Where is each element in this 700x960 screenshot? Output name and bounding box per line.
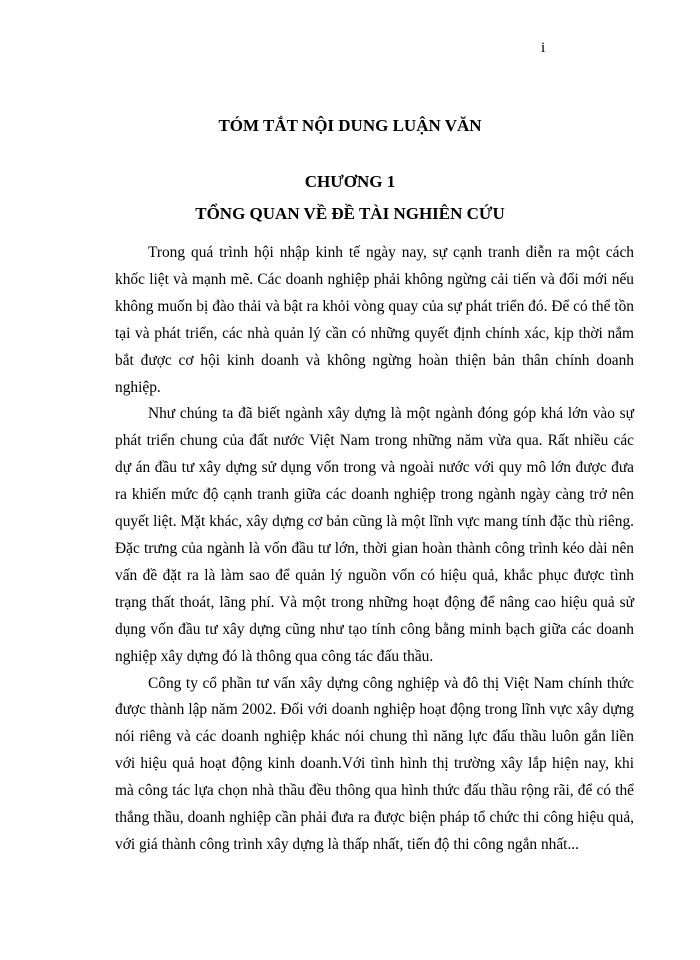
summary-title: TÓM TẮT NỘI DUNG LUẬN VĂN bbox=[218, 116, 482, 135]
paragraph-1: Trong quá trình hội nhập kinh tế ngày nay, sự cạnh tranh diễn ra một cách khốc liệt và mạnh mẽ. Các doanh nghiệp phải không ngừng cải tiến và đổi mới nếu không muốn bị đào thải và bật ra khỏi vòng quay của sự phát triển đó. Để có thể tồn tại và phát triển, các nhà quản lý cần có những quyết định chính xác, kịp thời nắm bắt được cơ hội kinh doanh và không ngừng hoàn thiện bản thân chính doanh nghiệp. bbox=[115, 244, 634, 396]
body-text bbox=[115, 240, 634, 859]
chapter-title: TỔNG QUAN VỀ ĐỀ TÀI NGHIÊN CỨU bbox=[195, 204, 505, 223]
paragraph-3: Công ty cổ phần tư vấn xây dựng công nghiệp và đô thị Việt Nam chính thức được thành lập năm 2002. Đối với doanh nghiệp hoạt động trong lĩnh vực xây dựng nói riêng và các doanh nghiệp khác nói chung thì năng lực đấu thầu luôn gắn liền với hiệu quả hoạt động kinh doanh.Với tình hình thị trường xây lắp hiện nay, khi mà công tác lựa chọn nhà thầu đều thông qua hình thức đấu thầu rộng rãi, để có thể thắng thầu, doanh nghiệp cần phải đưa ra được biện pháp tổ chức thi công hiệu quả, với giá thành công trình xây dựng là thấp nhất, tiến độ thi công ngắn nhất... bbox=[115, 674, 634, 853]
paragraph-2: Như chúng ta đã biết ngành xây dựng là một ngành đóng góp khá lớn vào sự phát triển chung của đất nước Việt Nam trong những năm vừa qua. Rất nhiều các dự án đầu tư xây dựng sử dụng vốn trong và ngoài nước với quy mô lớn được đưa ra khiến mức độ cạnh tranh giữa các doanh nghiệp trong ngành ngày càng trở nên quyết liệt. Mặt khác, xây dựng cơ bản cũng là một lĩnh vực mang tính đặc thù riêng. Đặc trưng của ngành là vốn đầu tư lớn, thời gian hoàn thành công trình kéo dài nên vấn đề đặt ra là làm sao để quản lý nguồn vốn có hiệu quả, khắc phục được tình trạng thất thoát, lãng phí. Và một trong những hoạt động để nâng cao hiệu quả sử dụng vốn đầu tư xây dựng cũng như tạo tính công bằng minh bạch giữa các doanh nghiệp xây dựng đó là thông qua công tác đấu thầu. bbox=[115, 405, 634, 665]
chapter-number: CHƯƠNG 1 bbox=[304, 172, 396, 191]
page-number: i bbox=[541, 40, 546, 56]
